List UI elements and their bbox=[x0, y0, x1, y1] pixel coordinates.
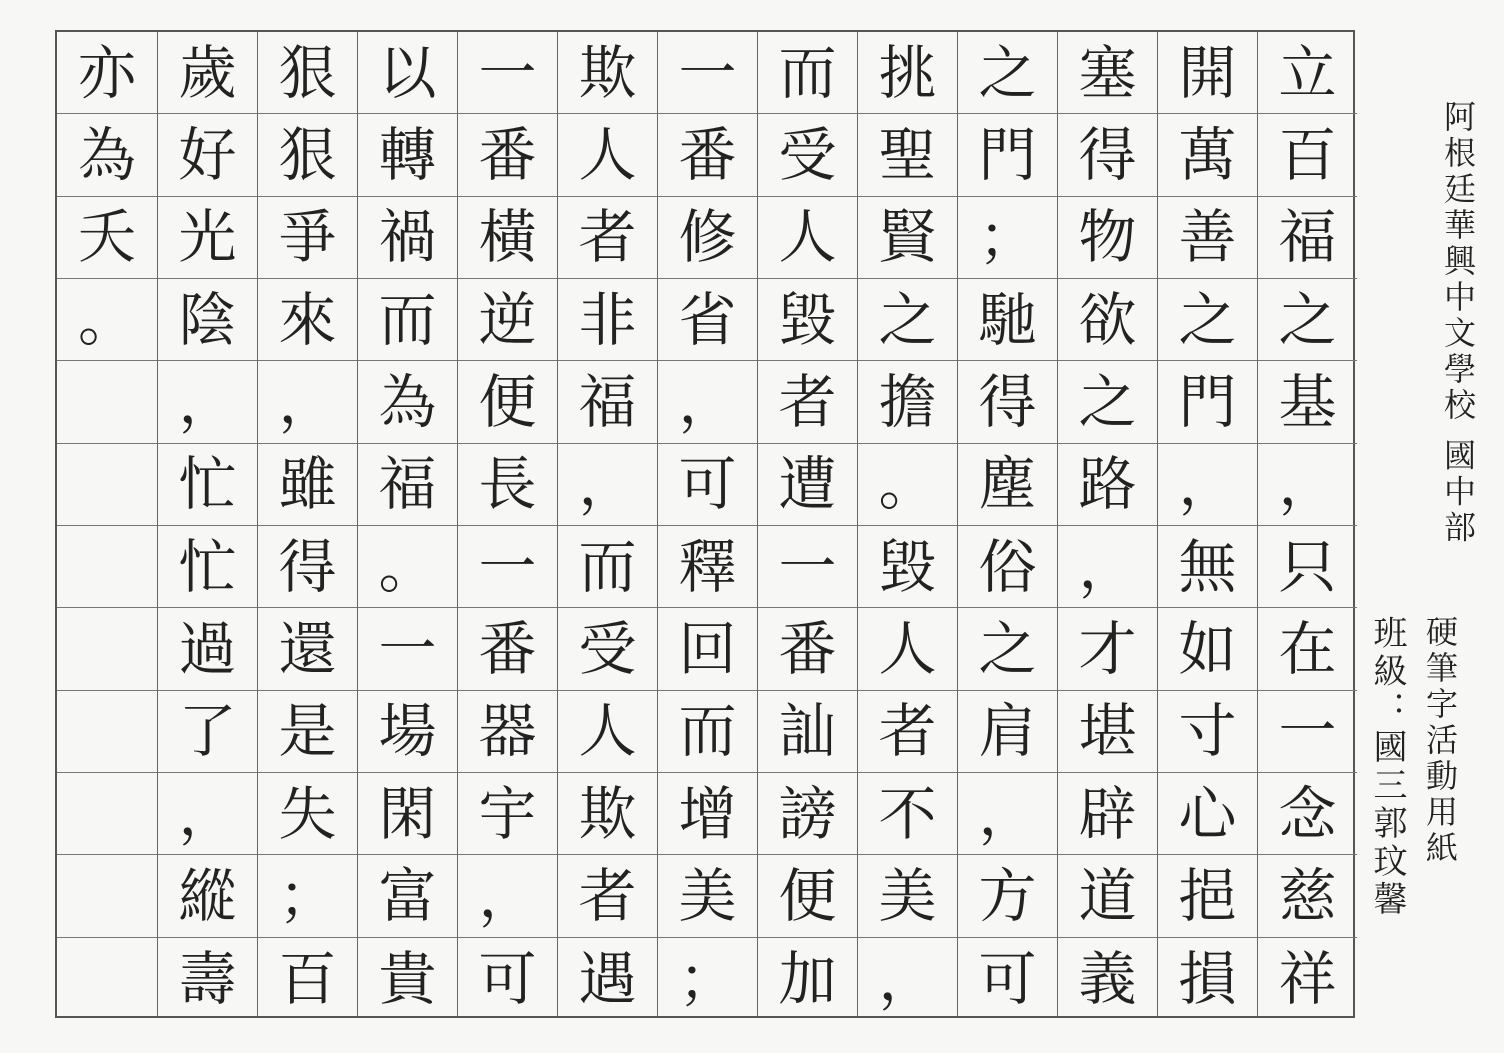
grid-cell: 宇 bbox=[458, 773, 557, 855]
grid-cell: 番 bbox=[458, 608, 557, 690]
grid-column bbox=[1257, 32, 1357, 1016]
grid-cell: 人 bbox=[558, 691, 657, 773]
grid-cell: 欺 bbox=[558, 773, 657, 855]
grid-cell: 可 bbox=[658, 444, 757, 526]
grid-cell: 長 bbox=[458, 444, 557, 526]
grid-cell: 而 bbox=[758, 32, 857, 114]
grid-cell: 為 bbox=[57, 114, 157, 196]
grid-cell: ， bbox=[878, 944, 937, 1013]
grid-cell: 歲 bbox=[158, 32, 257, 114]
grid-cell: 回 bbox=[658, 608, 757, 690]
grid-cell: ， bbox=[658, 361, 757, 443]
grid-cell: 以 bbox=[358, 32, 457, 114]
grid-cell: 可 bbox=[978, 944, 1037, 1013]
grid-cell bbox=[57, 938, 157, 1020]
grid-cell: 釋 bbox=[658, 526, 757, 608]
grid-cell: 方 bbox=[958, 855, 1057, 937]
grid-cell: 遭 bbox=[758, 444, 857, 526]
grid-cell: 光 bbox=[158, 197, 257, 279]
grid-cell: 加 bbox=[778, 944, 837, 1013]
grid-cell: 百 bbox=[278, 944, 337, 1013]
grid-cell: 爭 bbox=[258, 197, 357, 279]
grid-cell: 遇 bbox=[578, 944, 637, 1013]
grid-cell: 忙 bbox=[158, 526, 257, 608]
grid-cell: 而 bbox=[558, 526, 657, 608]
grid-cell: 塵 bbox=[958, 444, 1057, 526]
grid-cell: 美 bbox=[858, 855, 957, 937]
grid-cell: 損 bbox=[1178, 944, 1237, 1013]
grid-column bbox=[1157, 32, 1257, 1016]
grid-cell: ， bbox=[1258, 444, 1357, 526]
grid-cell: 一 bbox=[1258, 691, 1357, 773]
grid-cell: 美 bbox=[658, 855, 757, 937]
grid-column bbox=[857, 32, 957, 1016]
grid-cell: 門 bbox=[1158, 361, 1257, 443]
grid-cell: 開 bbox=[1158, 32, 1257, 114]
school-name: 阿根廷華興中文學校 國中部 bbox=[1439, 100, 1477, 547]
grid-cell: 者 bbox=[858, 691, 957, 773]
grid-cell: 人 bbox=[858, 608, 957, 690]
grid-cell: 訕 bbox=[758, 691, 857, 773]
grid-cell: 過 bbox=[158, 608, 257, 690]
grid-cell: 之 bbox=[1258, 279, 1357, 361]
grid-cell: 欺 bbox=[558, 32, 657, 114]
grid-cell: 閑 bbox=[358, 773, 457, 855]
grid-column bbox=[657, 32, 757, 1016]
grid-cell: 壽 bbox=[178, 944, 237, 1013]
grid-cell: 者 bbox=[758, 361, 857, 443]
grid-cell: 而 bbox=[658, 691, 757, 773]
grid-cell: 之 bbox=[1158, 279, 1257, 361]
grid-cell: 路 bbox=[1058, 444, 1157, 526]
grid-cell: 亦 bbox=[57, 32, 157, 114]
grid-cell: ， bbox=[158, 773, 257, 855]
grid-cell bbox=[57, 526, 157, 608]
grid-cell bbox=[57, 608, 157, 690]
grid-column bbox=[557, 32, 657, 1016]
grid-cell: 是 bbox=[258, 691, 357, 773]
grid-cell: 非 bbox=[558, 279, 657, 361]
grid-cell: 轉 bbox=[358, 114, 457, 196]
grid-cell: 來 bbox=[258, 279, 357, 361]
grid-cell: 還 bbox=[258, 608, 357, 690]
grid-cell: ， bbox=[1058, 526, 1157, 608]
grid-cell bbox=[57, 444, 157, 526]
grid-cell: 之 bbox=[958, 608, 1057, 690]
grid-cell bbox=[57, 361, 157, 443]
grid-cell: 一 bbox=[458, 526, 557, 608]
grid-column bbox=[257, 32, 357, 1016]
grid-cell: ， bbox=[458, 855, 557, 937]
grid-cell bbox=[57, 855, 157, 937]
grid-cell: 道 bbox=[1058, 855, 1157, 937]
grid-cell: ； bbox=[958, 197, 1057, 279]
grid-cell: 寸 bbox=[1158, 691, 1257, 773]
grid-cell: 陰 bbox=[158, 279, 257, 361]
grid-cell: 而 bbox=[358, 279, 457, 361]
grid-cell: 人 bbox=[558, 114, 657, 196]
grid-cell: 之 bbox=[958, 32, 1057, 114]
grid-cell: 失 bbox=[258, 773, 357, 855]
grid-cell: 修 bbox=[658, 197, 757, 279]
grid-cell: 才 bbox=[1058, 608, 1157, 690]
grid-cell: 得 bbox=[258, 526, 357, 608]
grid-cell: 一 bbox=[358, 608, 457, 690]
grid-cell: 辟 bbox=[1058, 773, 1157, 855]
grid-cell: ； bbox=[678, 944, 737, 1013]
grid-column bbox=[357, 32, 457, 1016]
grid-cell: 馳 bbox=[958, 279, 1057, 361]
grid-cell: 堪 bbox=[1058, 691, 1157, 773]
grid-cell: 挑 bbox=[858, 32, 957, 114]
grid-cell: 貴 bbox=[378, 944, 437, 1013]
grid-cell: 如 bbox=[1158, 608, 1257, 690]
grid-column bbox=[1057, 32, 1157, 1016]
character-grid bbox=[55, 30, 1355, 1018]
grid-cell: 毀 bbox=[858, 526, 957, 608]
grid-cell: 為 bbox=[358, 361, 457, 443]
grid-cell: 賢 bbox=[858, 197, 957, 279]
grid-cell: 。 bbox=[57, 279, 157, 361]
grid-cell: 祥 bbox=[1278, 944, 1337, 1013]
grid-cell: 門 bbox=[958, 114, 1057, 196]
grid-cell: 萬 bbox=[1158, 114, 1257, 196]
grid-column bbox=[57, 32, 157, 1016]
grid-cell: 基 bbox=[1258, 361, 1357, 443]
grid-column bbox=[157, 32, 257, 1016]
grid-cell: 番 bbox=[758, 608, 857, 690]
grid-cell: 得 bbox=[1058, 114, 1157, 196]
grid-cell: 禍 bbox=[358, 197, 457, 279]
grid-cell: ； bbox=[258, 855, 357, 937]
grid-cell: 擔 bbox=[858, 361, 957, 443]
grid-cell: 善 bbox=[1158, 197, 1257, 279]
grid-cell: 便 bbox=[758, 855, 857, 937]
activity-title: 硬筆字活動用紙 bbox=[1421, 615, 1459, 867]
grid-cell bbox=[57, 773, 157, 855]
grid-cell: 謗 bbox=[758, 773, 857, 855]
grid-cell: 福 bbox=[558, 361, 657, 443]
grid-cell: 一 bbox=[458, 32, 557, 114]
grid-cell: 挹 bbox=[1158, 855, 1257, 937]
grid-cell: 念 bbox=[1258, 773, 1357, 855]
grid-cell: 番 bbox=[658, 114, 757, 196]
grid-cell: ， bbox=[258, 361, 357, 443]
class-label: 班級：國三 bbox=[1367, 615, 1407, 805]
grid-cell: 橫 bbox=[458, 197, 557, 279]
grid-cell: 立 bbox=[1258, 32, 1357, 114]
grid-cell: 便 bbox=[458, 361, 557, 443]
grid-cell: 受 bbox=[758, 114, 857, 196]
grid-column bbox=[757, 32, 857, 1016]
grid-cell: 器 bbox=[458, 691, 557, 773]
grid-cell: ， bbox=[558, 444, 657, 526]
grid-cell: 物 bbox=[1058, 197, 1157, 279]
grid-cell: 毀 bbox=[758, 279, 857, 361]
grid-cell: 百 bbox=[1258, 114, 1357, 196]
grid-cell: ， bbox=[1158, 444, 1257, 526]
grid-column bbox=[457, 32, 557, 1016]
grid-cell: 欲 bbox=[1058, 279, 1157, 361]
grid-cell: 逆 bbox=[458, 279, 557, 361]
grid-cell: 得 bbox=[958, 361, 1057, 443]
grid-cell: 富 bbox=[358, 855, 457, 937]
grid-cell: 夭 bbox=[57, 197, 157, 279]
grid-cell bbox=[57, 691, 157, 773]
grid-cell: 。 bbox=[858, 444, 957, 526]
grid-cell: 雖 bbox=[258, 444, 357, 526]
grid-cell: 慈 bbox=[1258, 855, 1357, 937]
grid-cell: 福 bbox=[358, 444, 457, 526]
grid-cell: 人 bbox=[758, 197, 857, 279]
grid-cell: 狠 bbox=[258, 114, 357, 196]
grid-cell: 番 bbox=[458, 114, 557, 196]
grid-cell: 忙 bbox=[158, 444, 257, 526]
grid-cell: 聖 bbox=[858, 114, 957, 196]
grid-cell: 省 bbox=[658, 279, 757, 361]
grid-cell: 心 bbox=[1158, 773, 1257, 855]
grid-cell: 狠 bbox=[258, 32, 357, 114]
grid-cell: 無 bbox=[1158, 526, 1257, 608]
grid-cell: 之 bbox=[858, 279, 957, 361]
grid-cell: 了 bbox=[158, 691, 257, 773]
grid-cell: 可 bbox=[478, 944, 537, 1013]
grid-cell: 福 bbox=[1258, 197, 1357, 279]
grid-cell: 者 bbox=[558, 197, 657, 279]
grid-cell: 一 bbox=[758, 526, 857, 608]
grid-cell: 肩 bbox=[958, 691, 1057, 773]
grid-cell: 好 bbox=[158, 114, 257, 196]
grid-cell: 受 bbox=[558, 608, 657, 690]
grid-cell: 之 bbox=[1058, 361, 1157, 443]
grid-cell: 不 bbox=[858, 773, 957, 855]
grid-cell: 只 bbox=[1258, 526, 1357, 608]
class-and-student bbox=[1363, 615, 1412, 919]
student-name: 郭玟馨 bbox=[1367, 805, 1407, 919]
grid-cell: ， bbox=[158, 361, 257, 443]
sheet-header bbox=[1355, 30, 1504, 1018]
grid-cell: 場 bbox=[358, 691, 457, 773]
grid-cell: 俗 bbox=[958, 526, 1057, 608]
grid-column bbox=[957, 32, 1057, 1016]
grid-cell: 增 bbox=[658, 773, 757, 855]
grid-cell: 一 bbox=[658, 32, 757, 114]
grid-cell: ， bbox=[958, 773, 1057, 855]
grid-cell: 塞 bbox=[1058, 32, 1157, 114]
grid-cell: 者 bbox=[558, 855, 657, 937]
grid-cell: 在 bbox=[1258, 608, 1357, 690]
grid-cell: 。 bbox=[358, 526, 457, 608]
grid-cell: 縱 bbox=[158, 855, 257, 937]
grid-cell: 義 bbox=[1078, 944, 1137, 1013]
